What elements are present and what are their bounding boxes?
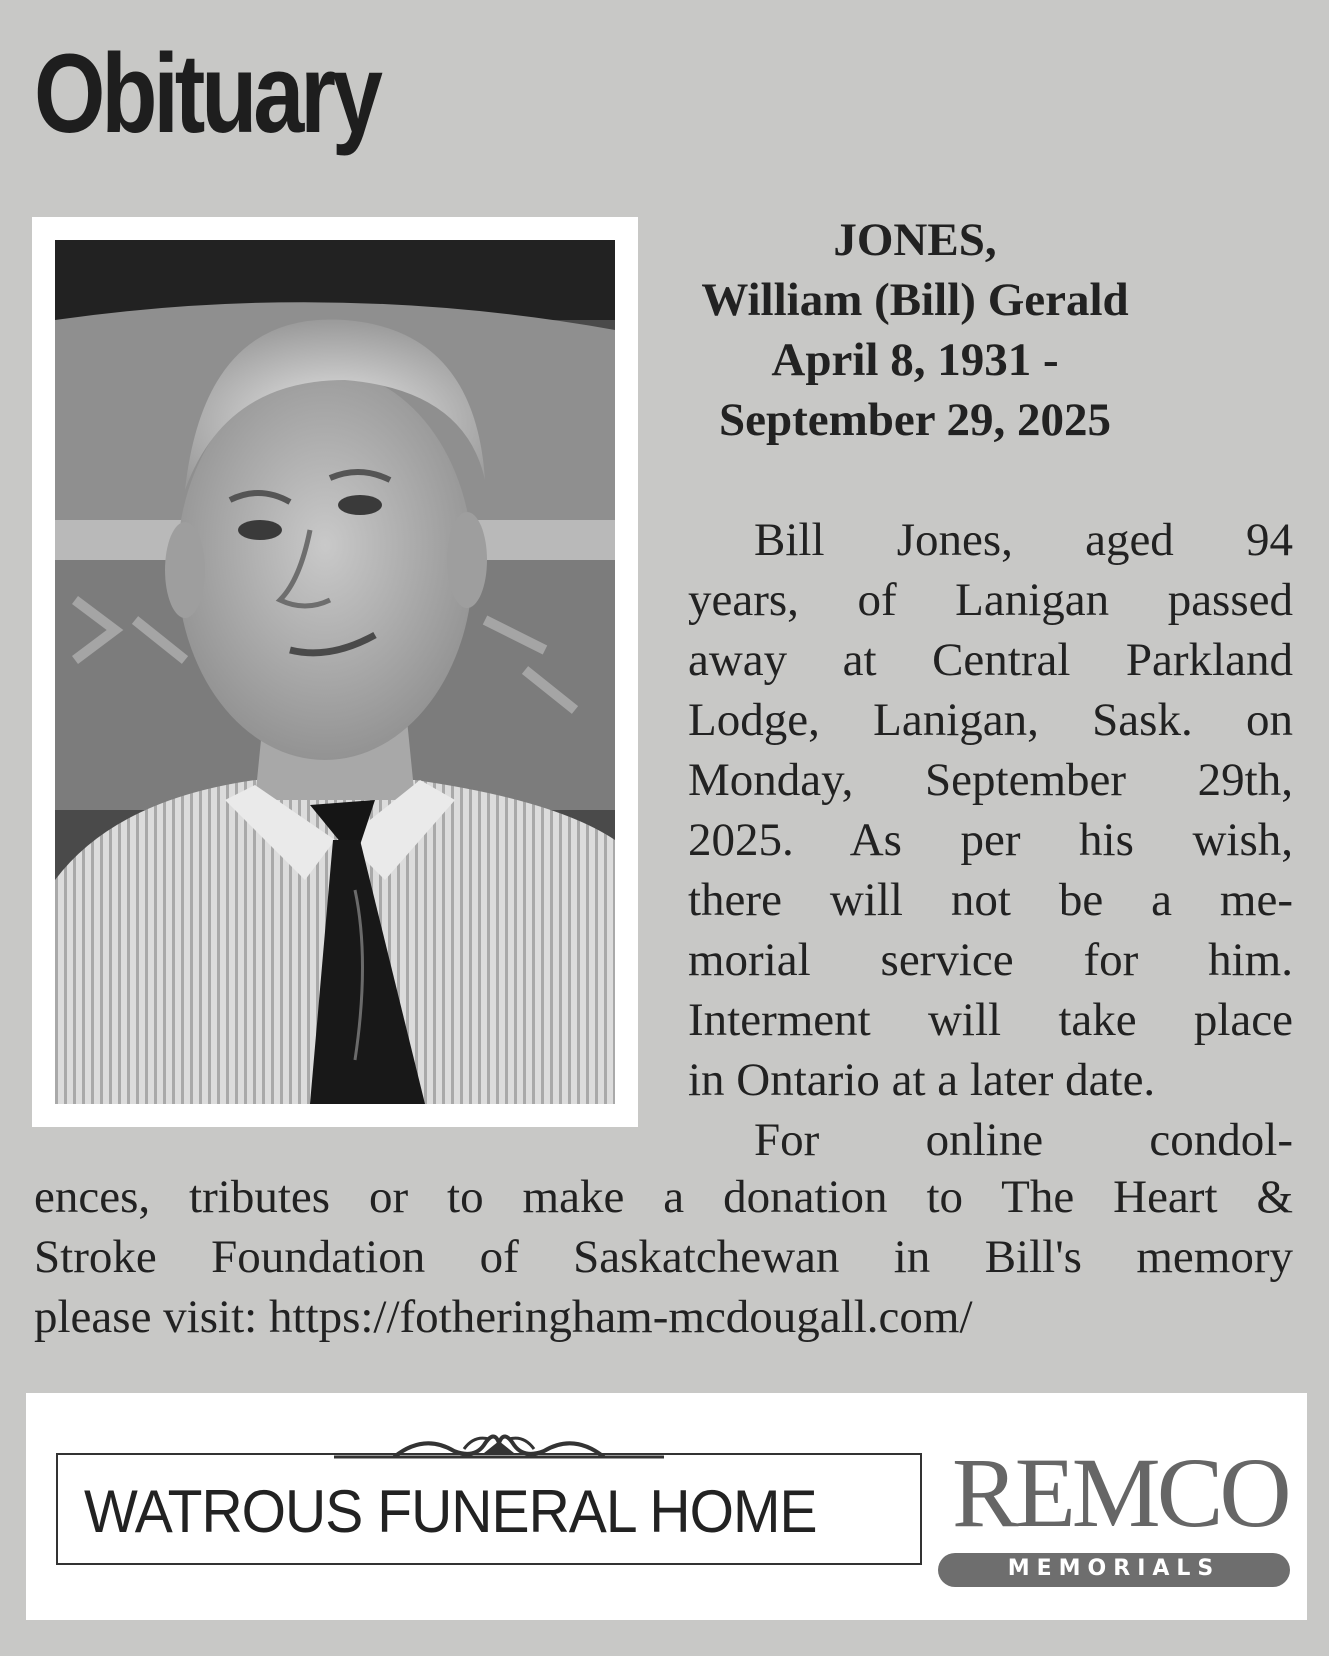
- body-line: Bill Jones, aged 94: [754, 514, 1293, 566]
- condolences-link-line: please visit: https://fotheringham-mcdougall.com/: [34, 1291, 973, 1343]
- body-line: away at Central Parkland: [688, 634, 1293, 686]
- birth-date-line: April 8, 1931 -: [771, 334, 1059, 386]
- deceased-name-block: [700, 210, 1329, 450]
- funeral-home-logo: [56, 1453, 922, 1565]
- obituary-body-wide: [34, 1167, 1293, 1347]
- body-line: Interment will take place: [688, 994, 1293, 1046]
- body-line: Stroke Foundation of Saskatchewan in Bill's memory: [34, 1231, 1293, 1283]
- body-line: Lodge, Lanigan, Sask. on: [688, 694, 1293, 746]
- death-date-line: September 29, 2025: [718, 394, 1112, 446]
- body-line: For online condol-: [754, 1114, 1293, 1166]
- body-line: there will not be a me-: [688, 874, 1293, 926]
- page-title: Obituary: [34, 31, 379, 156]
- portrait-photo: [55, 240, 615, 1104]
- portrait-frame: [32, 217, 638, 1127]
- remco-logo: REMCO: [952, 1437, 1288, 1548]
- obituary-body-narrow: [688, 510, 1293, 1170]
- body-line: years, of Lanigan passed: [688, 574, 1293, 626]
- body-line: in Ontario at a later date.: [688, 1054, 1156, 1106]
- memorials-banner: [938, 1553, 1290, 1587]
- funeral-home-name: WATROUS FUNERAL HOME: [84, 1478, 817, 1545]
- body-line: ences, tributes or to make a donation to The Heart &: [34, 1171, 1293, 1223]
- body-line: morial service for him.: [688, 934, 1293, 986]
- memorials-label: MEMORIALS: [1007, 1556, 1221, 1581]
- sponsor-footer: [26, 1393, 1307, 1620]
- body-line: 2025. As per his wish,: [688, 814, 1293, 866]
- body-line: Monday, September 29th,: [688, 754, 1293, 806]
- deceased-surname: JONES,: [833, 214, 997, 266]
- deceased-full-name: William (Bill) Gerald: [701, 274, 1129, 326]
